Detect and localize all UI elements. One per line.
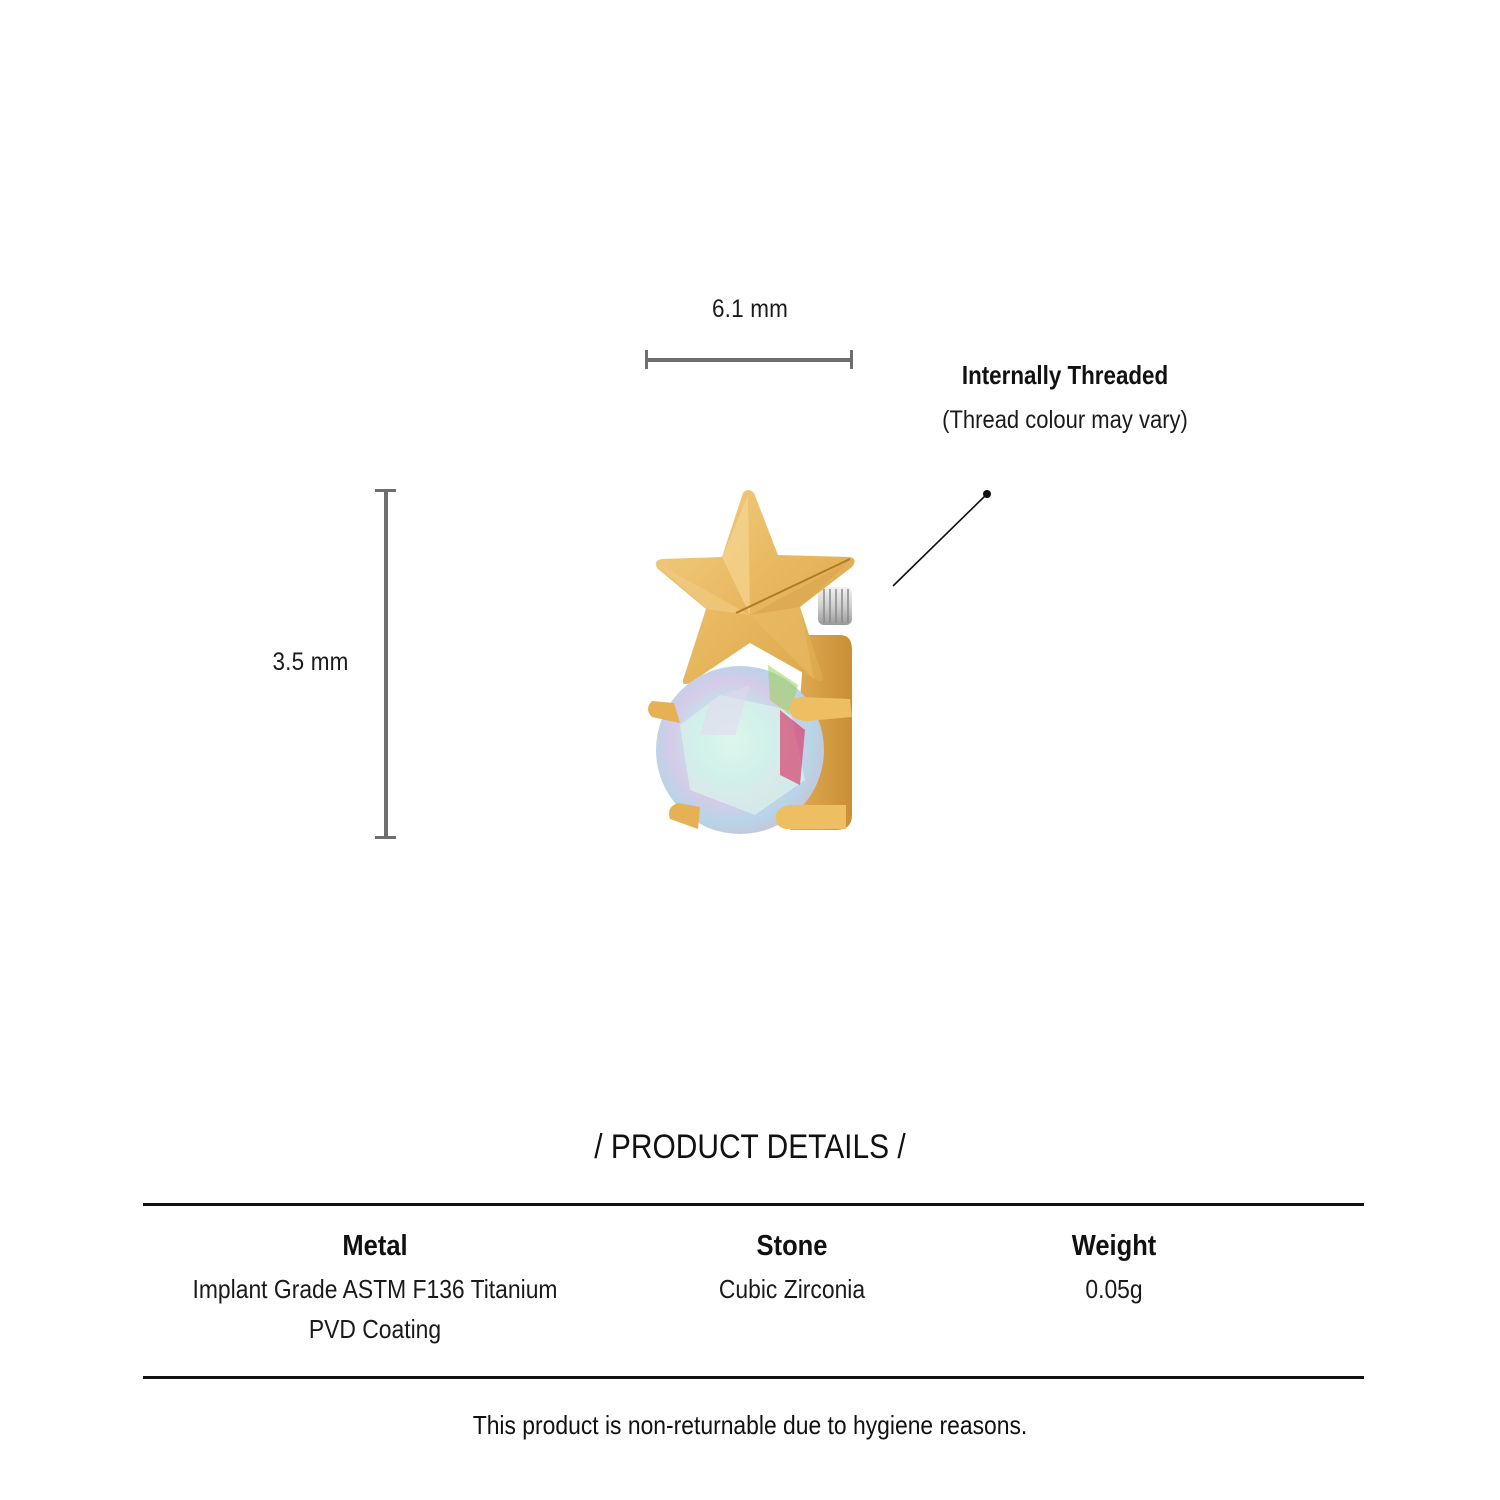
detail-value: Implant Grade ASTM F136 Titanium xyxy=(192,1274,558,1304)
returns-note: This product is non-returnable due to hygiene reasons. xyxy=(472,1410,1028,1440)
width-dimension-label: 6.1 mm xyxy=(711,295,789,323)
detail-column-weight xyxy=(964,1230,1264,1309)
detail-heading: Weight xyxy=(1071,1230,1157,1262)
detail-value: PVD Coating xyxy=(308,1314,442,1344)
detail-heading: Metal xyxy=(342,1230,408,1262)
detail-column-stone xyxy=(642,1230,942,1309)
detail-value: Cubic Zirconia xyxy=(718,1274,866,1304)
detail-value: 0.05g xyxy=(1085,1274,1143,1304)
callout-leader-line xyxy=(885,485,995,595)
detail-heading: Stone xyxy=(756,1230,828,1262)
callout-note: (Thread colour may vary) xyxy=(942,406,1188,434)
star-gem-stud-image xyxy=(640,485,870,845)
section-title: / PRODUCT DETAILS / xyxy=(594,1128,906,1166)
callout-title: Internally Threaded xyxy=(961,360,1169,390)
height-dimension-label: 3.5 mm xyxy=(272,648,349,676)
top-divider xyxy=(143,1203,1364,1206)
detail-column-metal xyxy=(145,1230,605,1349)
bottom-divider xyxy=(143,1376,1364,1379)
